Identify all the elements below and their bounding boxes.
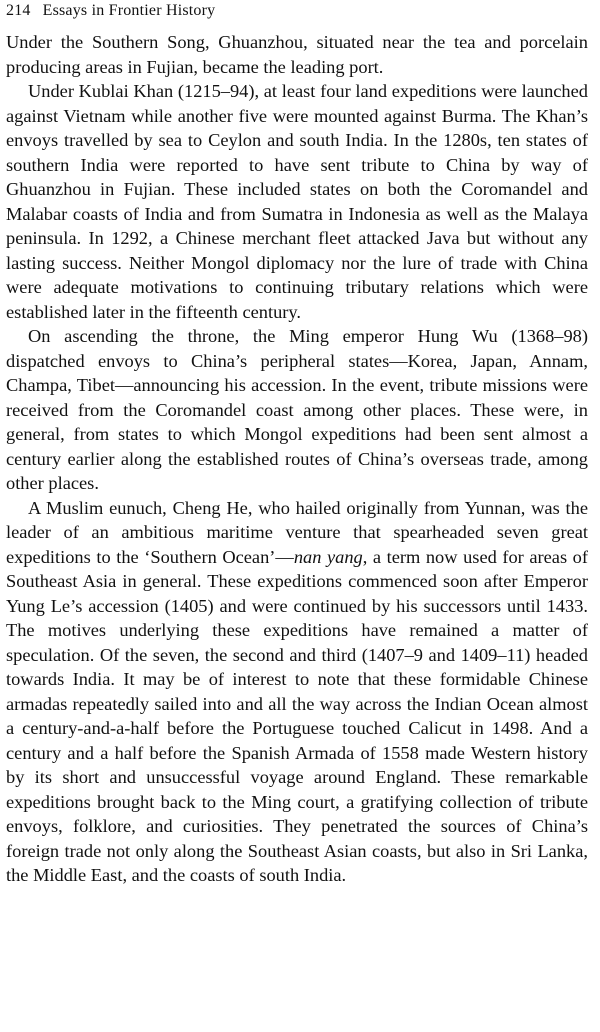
running-title: Essays in Frontier History <box>42 2 216 19</box>
paragraph-southern-song: Under the Southern Song, Ghuanzhou, situated near the tea and porcelain producing areas in Fujian, became the leading port. <box>6 32 588 77</box>
body-text <box>6 30 588 888</box>
paragraph-kublai-khan: Under Kublai Khan (1215–94), at least four land expeditions were launched against Vietnam while another five were mounted against Burma. The Khan’s envoys travelled by sea to Ceylon and south India. In the 1280s, ten states of southern India were reported to have sent tribute to China by way of Ghuanzhou in Fujian. These included states on both the Coromandel and Malabar coasts of India and from Sumatra in Indonesia as well as the Malaya peninsula. In 1292, a Chinese merchant fleet attacked Java but without any lasting success. Neither Mongol diplomacy nor the lure of trade with China were adequate motivations to continuing tributary relations which were established later in the fifteenth century. <box>6 81 588 322</box>
running-header <box>6 2 588 30</box>
paragraph-cheng-he-part2: , a term now used for areas of Southeast Asia in general. These expeditions commenced soon after Emperor Yung Le’s accession (1405) and were continued by his successors until 1433. The motives underlying these expeditions have remained a matter of speculation. Of the seven, the second and third (1407–9 and 1409–11) headed towards India. It may be of interest to note that these formidable Chinese armadas repeatedly sailed into and all the way across the Indian Ocean almost a century-and-a-half before the Portuguese touched Calicut in 1498. And a century and a half before the Spanish Armada of 1558 made Western history by its short and unsuccessful voyage around England. These remarkable expeditions brought back to the Ming court, a gratifying collection of tribute envoys, folklore, and curiosities. They penetrated the sources of China’s foreign trade not only along the Southeast Asian coasts, but also in Sri Lanka, the Middle East, and the coasts of south India. <box>6 546 589 885</box>
nan-yang-term: nan yang <box>293 546 363 567</box>
page-number: 214 <box>6 2 31 19</box>
paragraph-cheng-he <box>6 496 588 888</box>
paragraph-cheng-he-part1: A Muslim eunuch, Cheng He, who hailed originally from Yunnan, was the leader of an ambitious maritime venture that spearheaded seven great expeditions to the ‘Southern Ocean’— <box>6 497 588 567</box>
paragraph-ming-hung-wu: On ascending the throne, the Ming emperor Hung Wu (1368–98) dispatched envoys to China’s peripheral states—Korea, Japan, Annam, Champa, Tibet—announcing his accession. In the event, tribute missions were received from the Coromandel coast among other places. These were, in general, from states to which Mongol expeditions had been sent almost a century earlier along the established routes of China’s overseas trade, among other places. <box>6 326 588 493</box>
